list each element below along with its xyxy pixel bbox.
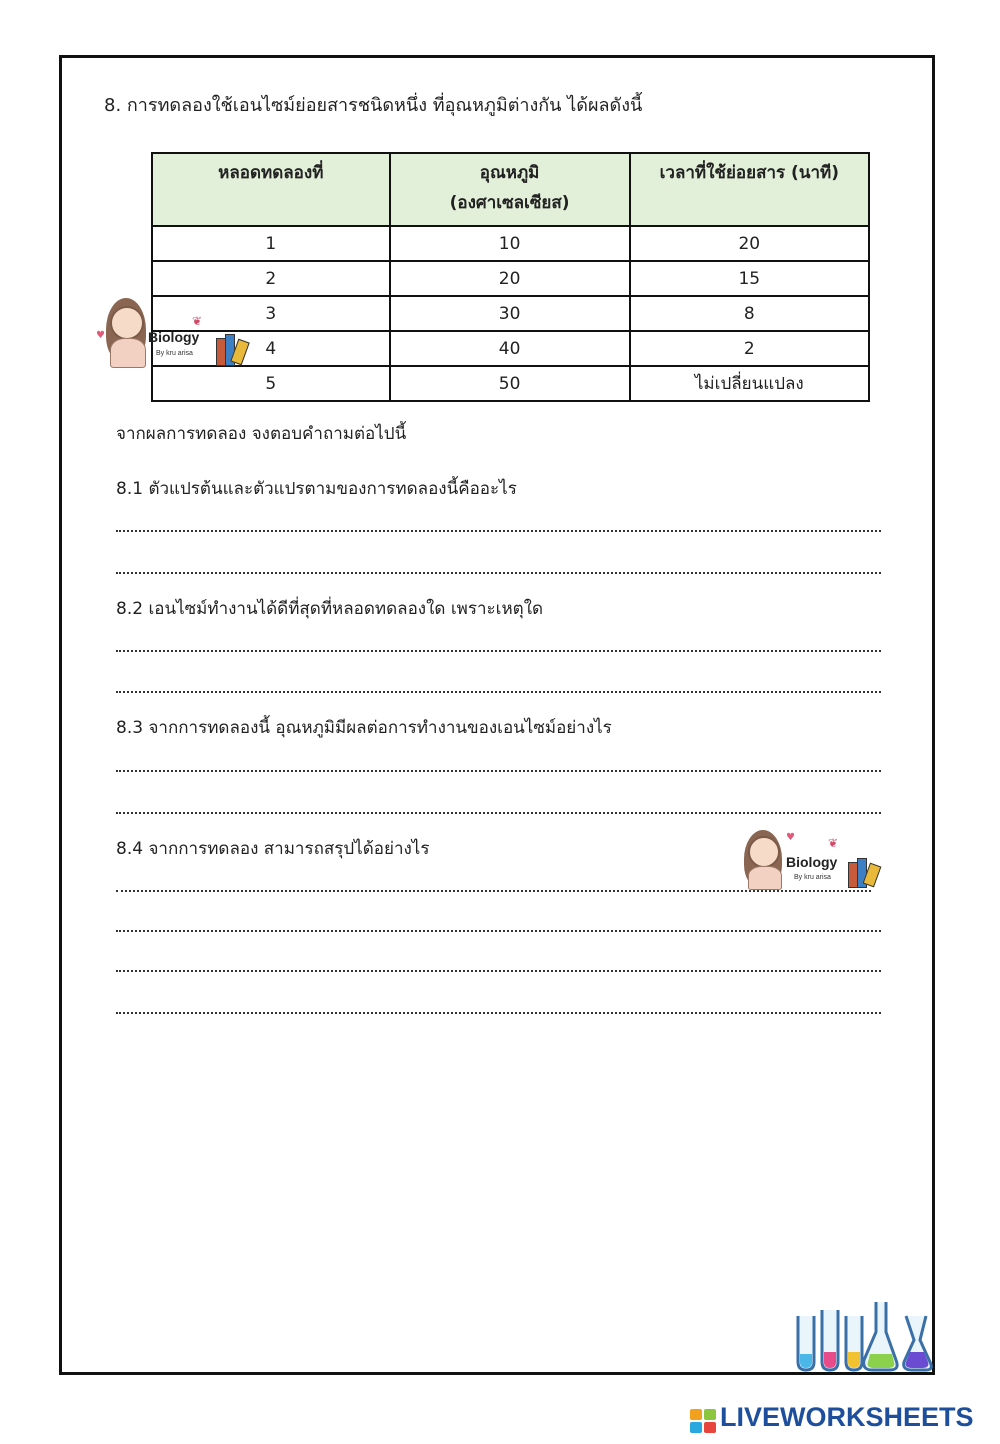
answer-line[interactable] xyxy=(116,650,881,652)
cell-temp: 40 xyxy=(390,331,630,366)
subquestion-8-2: 8.2 เอนไซม์ทำงานได้ดีที่สุดที่หลอดทดลองใด เพราะเหตุใด xyxy=(116,599,544,619)
heart-icon: ♥ xyxy=(786,832,795,843)
mascot-sticker xyxy=(94,296,254,368)
subquestion-8-4: 8.4 จากการทดลอง สามารถสรุปได้อย่างไร xyxy=(116,839,430,859)
answer-line[interactable] xyxy=(116,890,871,892)
table-row xyxy=(152,226,869,261)
subquestion-8-1: 8.1 ตัวแปรต้นและตัวแปรตามของการทดลองนี้คืออะไร xyxy=(116,479,517,499)
instructions: จากผลการทดลอง จงตอบคำถามต่อไปนี้ xyxy=(116,424,407,444)
cell-time: ไม่เปลี่ยนแปลง xyxy=(630,366,869,401)
answer-line[interactable] xyxy=(116,572,881,574)
answer-line[interactable] xyxy=(116,930,881,932)
cell-tube: 5 xyxy=(152,366,390,401)
mascot-sticker xyxy=(738,828,883,890)
cell-temp: 30 xyxy=(390,296,630,331)
cell-temp: 50 xyxy=(390,366,630,401)
mascot-face xyxy=(110,306,144,340)
header-temperature-line2: (องศาเซลเซียส) xyxy=(449,193,570,213)
subquestion-8-3: 8.3 จากการทดลองนี้ อุณหภูมิมีผลต่อการทำงานของเอนไซม์อย่างไร xyxy=(116,718,612,738)
mascot-brand: Biology xyxy=(786,854,838,870)
butterfly-icon: ❦ xyxy=(828,836,839,850)
mascot-byline: By kru arisa xyxy=(794,874,831,881)
header-temperature xyxy=(390,153,630,226)
table-row xyxy=(152,366,869,401)
table-row xyxy=(152,331,869,366)
cell-temp: 20 xyxy=(390,261,630,296)
header-time: เวลาที่ใช้ย่อยสาร (นาที) xyxy=(630,153,869,226)
mascot-face xyxy=(748,836,780,868)
table-row xyxy=(152,296,869,331)
butterfly-icon: ❦ xyxy=(192,314,203,328)
cell-tube: 2 xyxy=(152,261,390,296)
cell-time: 8 xyxy=(630,296,869,331)
cell-tube: 4 xyxy=(152,331,390,366)
table-row xyxy=(152,261,869,296)
table-header-row xyxy=(152,153,869,226)
answer-line[interactable] xyxy=(116,970,881,972)
answer-line[interactable] xyxy=(116,770,881,772)
mascot-body xyxy=(110,338,146,368)
cell-temp: 10 xyxy=(390,226,630,261)
cell-time: 20 xyxy=(630,226,869,261)
liveworksheets-logo-icon xyxy=(690,1409,718,1435)
cell-time: 15 xyxy=(630,261,869,296)
mascot-brand: Biology xyxy=(148,329,200,345)
answer-line[interactable] xyxy=(116,812,881,814)
results-table xyxy=(151,152,870,402)
answer-line[interactable] xyxy=(116,691,881,693)
mascot-body xyxy=(748,866,782,890)
liveworksheets-brand[interactable]: LIVEWORKSHEETS xyxy=(720,1402,974,1432)
lab-flasks-icon xyxy=(790,1296,935,1372)
cell-time: 2 xyxy=(630,331,869,366)
mascot-byline: By kru arisa xyxy=(156,350,193,357)
answer-line[interactable] xyxy=(116,530,881,532)
cell-tube: 3 xyxy=(152,296,390,331)
header-temperature-line1: อุณหภูมิ xyxy=(479,163,540,183)
question-title: 8. การทดลองใช้เอนไซม์ย่อยสารชนิดหนึ่ง ที่อุณหภูมิต่างกัน ได้ผลดังนี้ xyxy=(104,95,643,116)
heart-icon: ♥ xyxy=(96,330,105,341)
cell-tube: 1 xyxy=(152,226,390,261)
answer-line[interactable] xyxy=(116,1012,881,1014)
header-tube: หลอดทดลองที่ xyxy=(152,153,390,226)
